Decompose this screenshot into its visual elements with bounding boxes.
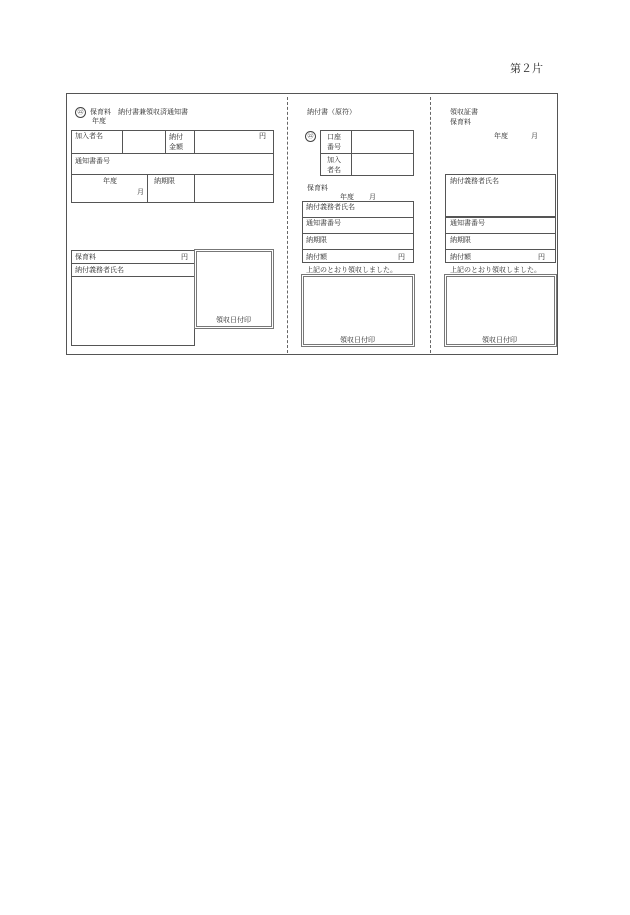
left-month-label: 月 bbox=[137, 188, 144, 196]
left-lower-grid bbox=[71, 250, 195, 346]
middle-received-text: 上記のとおり領収しました。 bbox=[306, 266, 397, 274]
middle-amount-yen: 円 bbox=[398, 253, 405, 261]
middle-fee-label: 保育料 bbox=[307, 184, 328, 192]
right-fee-label: 保育料 bbox=[450, 118, 471, 126]
middle-year-label: 年度 bbox=[340, 193, 354, 201]
right-header: 領収証書 bbox=[450, 108, 478, 116]
right-notice-number-label: 通知書番号 bbox=[450, 219, 485, 227]
middle-notice-number-label: 通知書番号 bbox=[306, 219, 341, 227]
left-payer-name-label: 納付義務者氏名 bbox=[75, 266, 124, 274]
middle-subscriber-label: 加入 者名 bbox=[327, 156, 341, 174]
right-amount-label: 納付額 bbox=[450, 253, 471, 261]
left-year-label: 年度 bbox=[92, 117, 106, 125]
page-label: 第２片 bbox=[510, 62, 543, 75]
left-amount-label: 納付 金額 bbox=[169, 133, 183, 151]
middle-account-label: 口座 番号 bbox=[327, 133, 341, 151]
right-month-label: 月 bbox=[531, 132, 538, 140]
right-receipt-stamp-label: 領収日付印 bbox=[482, 336, 517, 344]
middle-payer-name-label: 納付義務者氏名 bbox=[306, 203, 355, 211]
left-receipt-stamp-label: 領収日付印 bbox=[216, 316, 251, 324]
separator-left bbox=[287, 97, 288, 353]
middle-month-label: 月 bbox=[369, 193, 376, 201]
left-subscriber-name-label: 加入者名 bbox=[75, 132, 103, 140]
left-badge: ㉒ bbox=[75, 107, 86, 118]
right-payer-name-label: 納付義務者氏名 bbox=[450, 177, 499, 185]
left-fiscal-year-label: 年度 bbox=[103, 177, 117, 185]
left-lower-yen: 円 bbox=[181, 253, 188, 261]
right-received-text: 上記のとおり領収しました。 bbox=[450, 266, 541, 274]
right-due-date-label: 納期限 bbox=[450, 236, 471, 244]
left-amount-yen: 円 bbox=[259, 132, 266, 140]
right-amount-yen: 円 bbox=[538, 253, 545, 261]
left-notice-number-label: 通知書番号 bbox=[75, 157, 110, 165]
middle-amount-label: 納付額 bbox=[306, 253, 327, 261]
right-year-label: 年度 bbox=[494, 132, 508, 140]
middle-badge: ㉒ bbox=[305, 131, 316, 142]
separator-right bbox=[430, 97, 431, 353]
middle-header: 納付書（原符） bbox=[307, 108, 356, 116]
middle-due-date-label: 納期限 bbox=[306, 236, 327, 244]
left-due-date-label: 納期限 bbox=[154, 177, 175, 185]
left-lower-fee-label: 保育料 bbox=[75, 253, 96, 261]
left-header: 保育料 納付書兼領収済通知書 bbox=[90, 108, 188, 116]
middle-receipt-stamp-label: 領収日付印 bbox=[340, 336, 375, 344]
